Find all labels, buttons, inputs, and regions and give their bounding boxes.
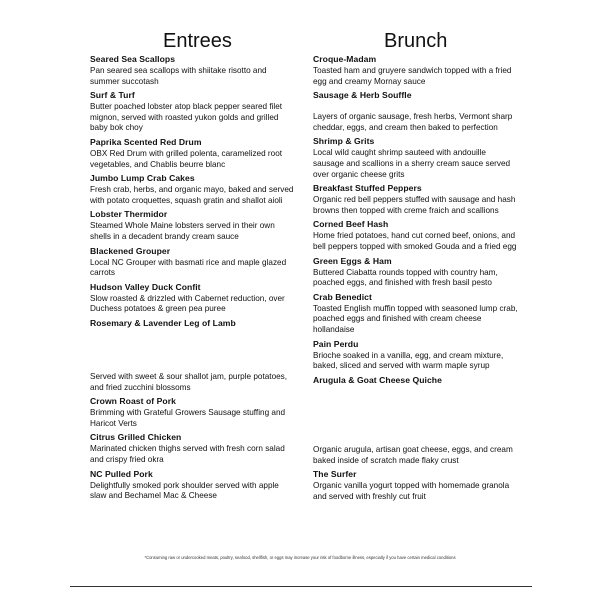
menu-item-title: The Surfer bbox=[313, 469, 357, 480]
menu-item bbox=[90, 431, 295, 465]
menu-item bbox=[90, 317, 295, 329]
menu-item-title: Crown Roast of Pork bbox=[90, 396, 176, 407]
menu-item bbox=[313, 291, 518, 336]
menu-item bbox=[90, 172, 295, 206]
menu-item-title: Seared Sea Scallops bbox=[90, 54, 176, 64]
menu-item bbox=[90, 208, 295, 242]
menu-item-description: Organic red bell peppers stuffed with sausage and hash browns then topped with creme fraich and scallions bbox=[313, 195, 516, 215]
menu-item-description: Served with sweet & sour shallot jam, purple potatoes, and fried zucchini blossoms bbox=[90, 372, 288, 392]
entrees-column bbox=[90, 53, 295, 329]
menu-item-description: Local NC Grouper with basmati rice and maple glazed carrots bbox=[90, 257, 287, 278]
menu-item bbox=[313, 53, 518, 87]
menu-item bbox=[90, 136, 295, 170]
menu-item-description: Home fried potatoes, hand cut corned beef, onions, and bell peppers topped with smoked Gouda and a fried egg bbox=[313, 231, 517, 251]
menu-item-title: Blackened Grouper bbox=[90, 245, 171, 256]
menu-item-title: Sausage & Herb Souffle bbox=[313, 90, 412, 101]
menu-item-description: Toasted ham and gruyere sandwich topped with a fried egg and creamy Mornay sauce bbox=[313, 66, 512, 86]
menu-item-title: Pain Perdu bbox=[313, 338, 359, 349]
menu-item-title: Green Eggs & Ham bbox=[313, 255, 392, 266]
menu-item-description: Marinated chicken thighs served with fresh corn salad and crispy fried okra bbox=[90, 444, 285, 464]
entrees-column-continued bbox=[90, 371, 295, 504]
bottom-divider bbox=[70, 586, 532, 587]
menu-item-description: Layers of organic sausage, fresh herbs, Vermont sharp cheddar, eggs, and cream then baked to perfection bbox=[313, 112, 513, 132]
menu-item-title: Breakfast Stuffed Peppers bbox=[313, 183, 422, 194]
menu-item-title: Jumbo Lump Crab Cakes bbox=[90, 173, 195, 184]
menu-item-title: Surf & Turf bbox=[90, 90, 135, 101]
menu-item-title: Crab Benedict bbox=[313, 291, 372, 302]
menu-item-description: Brimming with Grateful Growers Sausage stuffing and Haricot Verts bbox=[90, 408, 286, 428]
footnote: *Consuming raw or undercooked meats, poultry, seafood, shellfish, or eggs may increase your risk of foodborne illness, especially if you have certain medical conditions bbox=[144, 555, 456, 560]
menu-item-title: Corned Beef Hash bbox=[313, 219, 389, 230]
menu-item-description: Slow roasted & drizzled with Cabernet reduction, over Duchess potatoes & green pea puree bbox=[90, 293, 285, 314]
menu-item bbox=[313, 182, 518, 216]
menu-item bbox=[90, 395, 295, 429]
menu-item bbox=[313, 255, 518, 289]
menu-item bbox=[313, 135, 518, 180]
menu-item-description: Toasted English muffin topped with seasoned lump crab, poached eggs and finished with cream cheese hollandaise bbox=[313, 303, 518, 334]
menu-item bbox=[313, 445, 518, 466]
menu-item bbox=[313, 338, 518, 372]
menu-item-description: Local wild caught shrimp sauteed with andouille sausage and scallions in a sherry cream sauce served over organic cheese grits bbox=[313, 148, 511, 179]
brunch-heading: Brunch bbox=[384, 30, 448, 52]
menu-item-title: NC Pulled Pork bbox=[90, 468, 153, 479]
brunch-column bbox=[313, 53, 518, 386]
menu-item-title: Lobster Thermidor bbox=[90, 209, 168, 220]
menu-item bbox=[313, 374, 518, 386]
menu-item-description: Pan seared sea scallops with shiitake risotto and summer succotash bbox=[90, 66, 267, 86]
menu-item bbox=[90, 281, 295, 315]
menu-item-title: Citrus Grilled Chicken bbox=[90, 432, 182, 443]
menu-item-description: Buttered Ciabatta rounds topped with country ham, poached eggs, and finished with fresh basil pesto bbox=[313, 267, 498, 288]
menu-item-description: Brioche soaked in a vanilla, egg, and cream mixture, baked, sliced and served with warm maple syrup bbox=[313, 350, 504, 371]
menu-item-description: Organic arugula, artisan goat cheese, eggs, and cream baked inside of scratch made flaky crust bbox=[313, 445, 513, 465]
menu-item bbox=[90, 468, 295, 502]
menu-item-title: Croque-Madam bbox=[313, 54, 377, 64]
menu-item-description: Organic vanilla yogurt topped with homemade granola and served with freshly cut fruit bbox=[313, 481, 510, 501]
menu-item bbox=[90, 245, 295, 279]
menu-item-title: Rosemary & Lavender Leg of Lamb bbox=[90, 317, 236, 328]
entrees-heading: Entrees bbox=[163, 30, 232, 52]
menu-item-title: Shrimp & Grits bbox=[313, 136, 375, 147]
menu-item-title: Paprika Scented Red Drum bbox=[90, 136, 202, 147]
menu-item-title: Arugula & Goat Cheese Quiche bbox=[313, 374, 442, 385]
menu-item bbox=[313, 468, 518, 502]
menu-item bbox=[313, 89, 518, 133]
brunch-column-continued bbox=[313, 444, 518, 504]
menu-item-title: Hudson Valley Duck Confit bbox=[90, 281, 201, 292]
menu-item-description: Delightfully smoked pork shoulder served with apple slaw and Bechamel Mac & Cheese bbox=[90, 480, 279, 501]
menu-item bbox=[90, 89, 295, 134]
menu-item-description: Steamed Whole Maine lobsters served in their own shells in a decadent brandy cream sauce bbox=[90, 221, 275, 241]
menu-item-description: Butter poached lobster atop black pepper seared filet mignon, served with roasted yukon golds and grilled baby bok choy bbox=[90, 102, 283, 133]
menu-item-description: Fresh crab, herbs, and organic mayo, baked and served with potato croquettes, squash gratin and shallot aioli bbox=[90, 185, 294, 205]
menu-item bbox=[90, 372, 295, 393]
menu-item bbox=[90, 53, 295, 87]
menu-item-description: OBX Red Drum with grilled polenta, caramelized root vegetables, and Chablis beurre blanc bbox=[90, 148, 283, 169]
menu-item bbox=[313, 218, 518, 252]
